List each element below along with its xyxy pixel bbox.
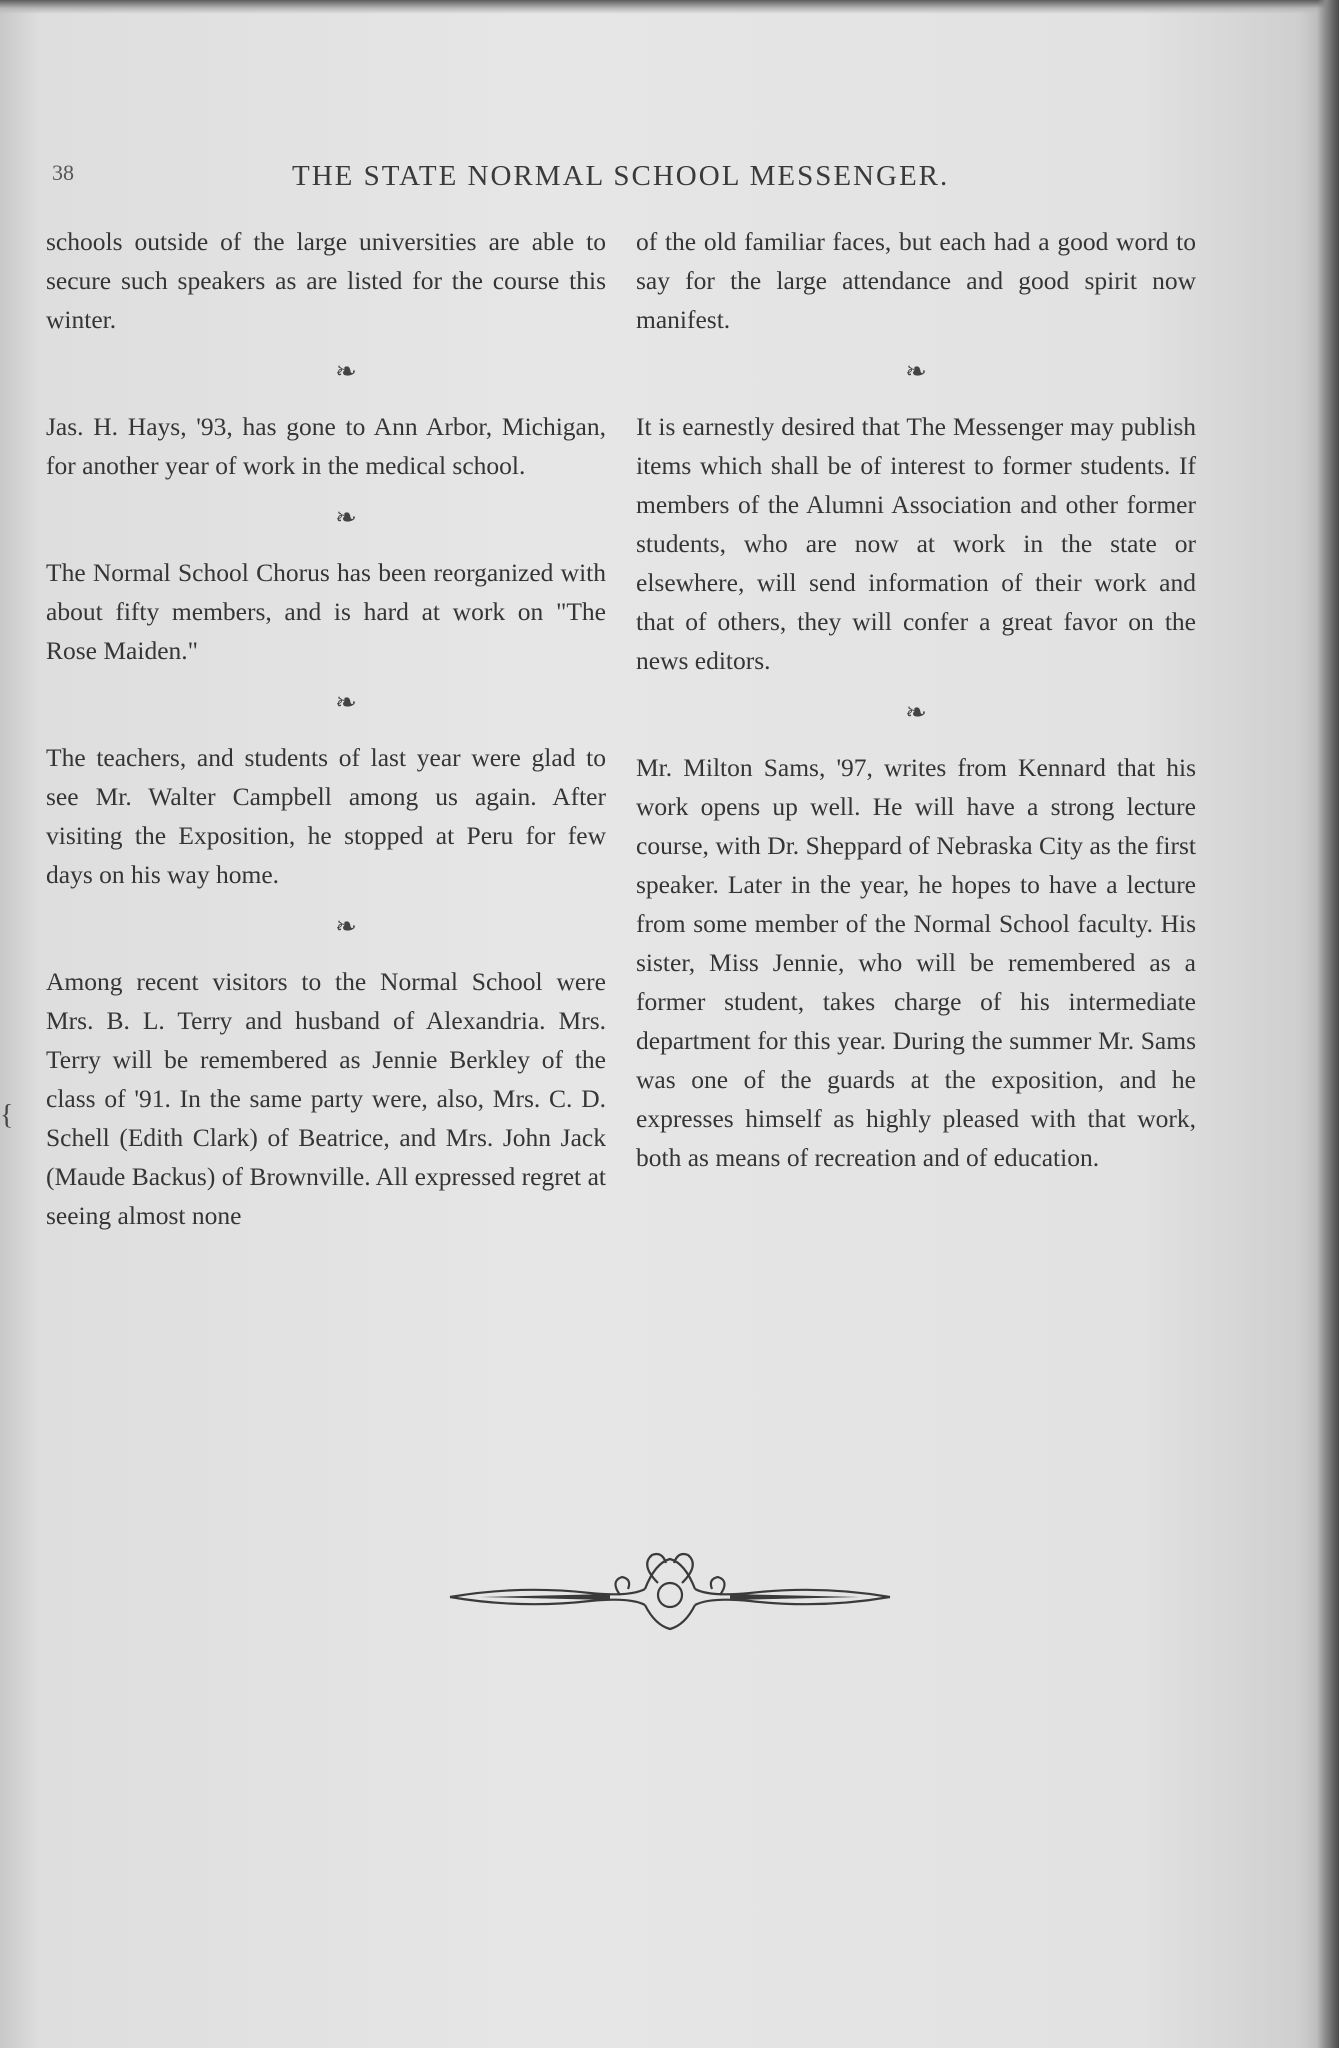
decorative-scroll-ornament-icon — [440, 1545, 900, 1635]
section-divider-icon: ❧ — [335, 357, 357, 386]
right-paragraph-3: Mr. Milton Sams, '97, writes from Kennard that his work opens up well. He will have a strong lecture course, with Dr. Sheppard of Nebraska City as the first speaker. Later in the year, he hopes to have a lecture from some member of the Normal School faculty. His sister, Miss Jennie, who will be remembered as a former student, takes charge of his intermediate department for this year. During the summer Mr. Sams was one of the guards at the exposition, and he expresses himself as highly pleased with that work, both as means of recreation and of education. — [636, 753, 1196, 1172]
section-divider-icon: ❧ — [335, 688, 357, 717]
section-divider-icon: ❧ — [905, 698, 927, 727]
left-column — [46, 222, 606, 1235]
page-number: 38 — [52, 160, 74, 185]
left-paragraph-1: schools outside of the large universities are able to secure such speakers as are listed for the course this winter. — [46, 227, 606, 334]
page-top-shadow — [0, 0, 1339, 14]
section-divider-icon: ❧ — [335, 503, 357, 532]
running-title: THE STATE NORMAL SCHOOL MESSENGER. — [292, 160, 950, 192]
right-paragraph-1: of the old familiar faces, but each had a good word to say for the large attendance and good spirit now manifest. — [636, 227, 1196, 334]
right-column — [636, 222, 1196, 1177]
margin-pencil-mark: { — [0, 1100, 14, 1131]
left-paragraph-2: Jas. H. Hays, '93, has gone to Ann Arbor, Michigan, for another year of work in the medical school. — [46, 412, 606, 480]
page-header — [52, 160, 1252, 200]
right-paragraph-2: It is earnestly desired that The Messenger may publish items which shall be of interest to former students. If members of the Alumni Association and other former students, who are now at work in the state or elsewhere, will send information of their work and that of others, they will confer a great favor on the news editors. — [636, 412, 1196, 675]
left-paragraph-3: The Normal School Chorus has been reorganized with about fifty members, and is hard at work on "The Rose Maiden." — [46, 558, 606, 665]
page-binding-shadow — [1317, 0, 1339, 2048]
section-divider-icon: ❧ — [905, 357, 927, 386]
left-paragraph-4: The teachers, and students of last year were glad to see Mr. Walter Campbell among us again. After visiting the Exposition, he stopped at Peru for few days on his way home. — [46, 743, 606, 889]
left-paragraph-5: Among recent visitors to the Normal School were Mrs. B. L. Terry and husband of Alexandria. Mrs. Terry will be remembered as Jennie Berkley of the class of '91. In the same party were, also, Mrs. C. D. Schell (Edith Clark) of Beatrice, and Mrs. John Jack (Maude Backus) of Brownville. All expressed regret at seeing almost none — [46, 967, 606, 1230]
section-divider-icon: ❧ — [335, 912, 357, 941]
